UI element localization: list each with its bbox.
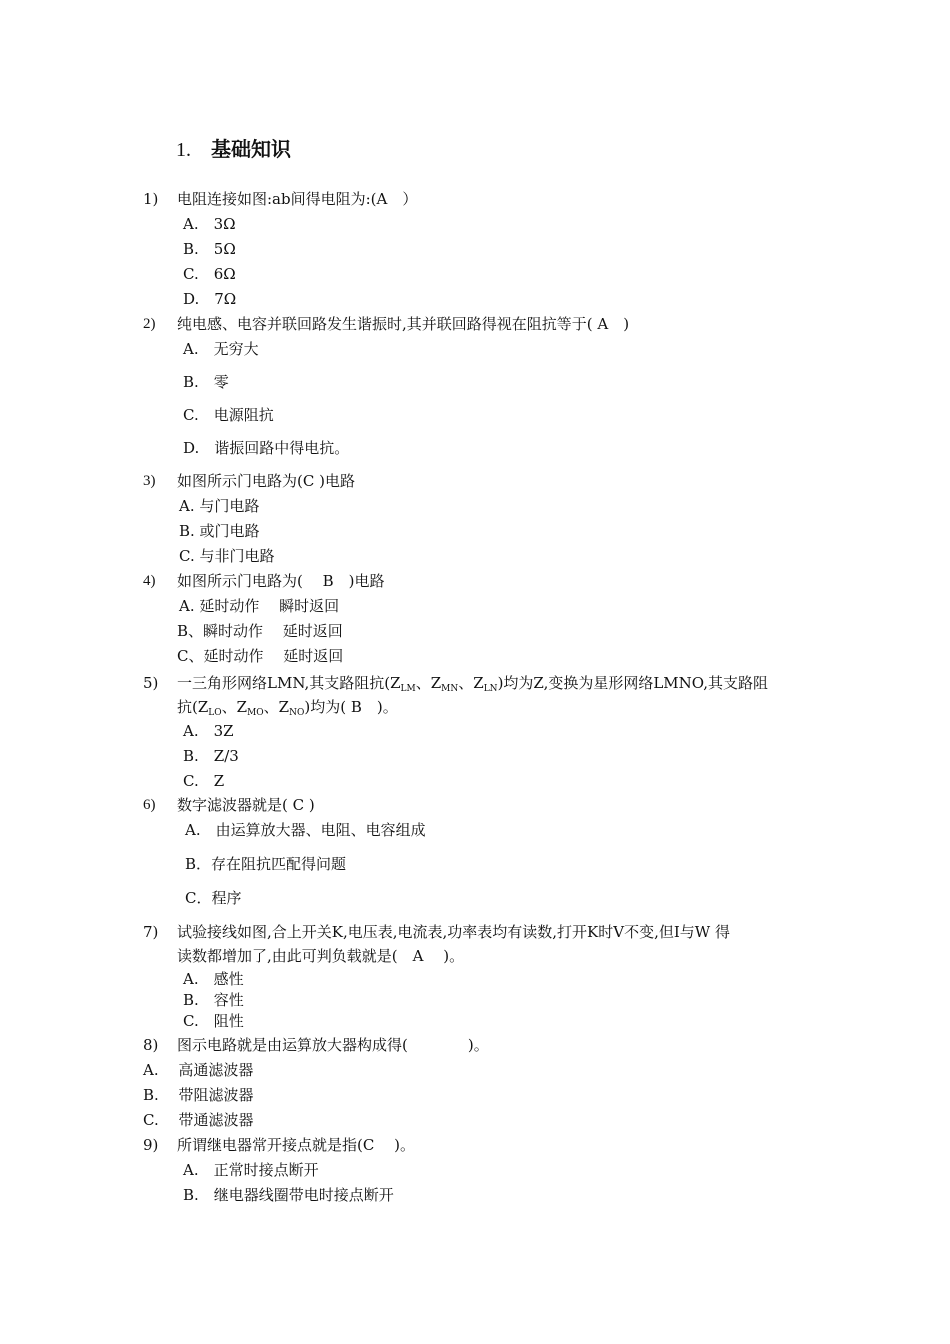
heading-number: 1. xyxy=(176,139,191,161)
heading-title: 基础知识 xyxy=(211,137,291,161)
option: B. 或门电路 xyxy=(179,522,260,540)
option: D. 7Ω xyxy=(183,290,237,308)
question-text: 如图所示门电路为( B )电路 xyxy=(177,572,385,590)
option: A. 3Ω xyxy=(183,215,236,233)
option: C. 带通滤波器 xyxy=(143,1111,254,1129)
question-number: 8) xyxy=(143,1036,159,1054)
option: B. 容性 xyxy=(183,991,244,1009)
question-text: 所谓继电器常开接点就是指(C )。 xyxy=(177,1136,415,1154)
question-text-line1: 一三角形网络LMN,其支路阻抗($Z_{LM}$、$Z_{MN}$、$Z_{LN}$)均为Z,变换为星形网络LMNO,其支路阻 xyxy=(177,674,768,694)
option: B．存在阻抗匹配得问题 xyxy=(185,855,347,873)
question-text-line2: 抗($Z_{LO}$、$Z_{MO}$、$Z_{NO}$)均为( B )。 xyxy=(177,698,398,718)
option: B. 带阻滤波器 xyxy=(143,1086,254,1104)
option: C、延时动作 延时返回 xyxy=(177,647,344,665)
question-text: 如图所示门电路为(C )电路 xyxy=(177,472,355,490)
option: C. 电源阻抗 xyxy=(183,406,274,424)
option: C. Z xyxy=(183,772,225,790)
question-text-line1: 试验接线如图,合上开关K,电压表,电流表,功率表均有读数,打开K时V不变,但I与W 得 xyxy=(177,923,730,941)
question-text: 纯电感、电容并联回路发生谐振时,其并联回路得视在阻抗等于( A ) xyxy=(177,315,630,333)
option: B. 继电器线圈带电时接点断开 xyxy=(183,1186,394,1204)
option: A. 由运算放大器、电阻、电容组成 xyxy=(185,821,426,839)
question-number: 9) xyxy=(143,1136,159,1154)
option: A. 高通滤波器 xyxy=(143,1061,254,1079)
question-number: 3) xyxy=(143,473,156,489)
option: C．程序 xyxy=(185,889,242,907)
option: C. 6Ω xyxy=(183,265,236,283)
option: B、瞬时动作 延时返回 xyxy=(177,622,343,640)
question-text: 图示电路就是由运算放大器构成得( )。 xyxy=(177,1036,489,1054)
question-number: 6) xyxy=(143,797,156,813)
option: A. 3Z xyxy=(183,722,234,740)
question-number: 5) xyxy=(143,674,159,692)
question-number: 4) xyxy=(143,573,156,589)
option: B. 零 xyxy=(183,373,229,391)
option: D. 谐振回路中得电抗。 xyxy=(183,439,350,457)
option: A. 无穷大 xyxy=(183,340,259,358)
option: B. Z/3 xyxy=(183,747,239,765)
question-text: 数字滤波器就是( C ) xyxy=(177,796,315,814)
option: A. 延时动作 瞬时返回 xyxy=(179,597,340,615)
option: C. 阻性 xyxy=(183,1012,244,1030)
option: B. 5Ω xyxy=(183,240,236,258)
question-number: 1) xyxy=(143,190,159,208)
question-number: 2) xyxy=(143,316,156,332)
question-number: 7) xyxy=(143,923,159,941)
question-text-line2: 读数都增加了,由此可判负载就是( A )。 xyxy=(177,947,465,965)
option: A. 正常时接点断开 xyxy=(183,1161,319,1179)
option: A. 与门电路 xyxy=(179,497,260,515)
option: A. 感性 xyxy=(183,970,244,988)
question-text: 电阻连接如图:ab间得电阻为:(A ） xyxy=(177,190,418,208)
option: C. 与非门电路 xyxy=(179,547,275,565)
